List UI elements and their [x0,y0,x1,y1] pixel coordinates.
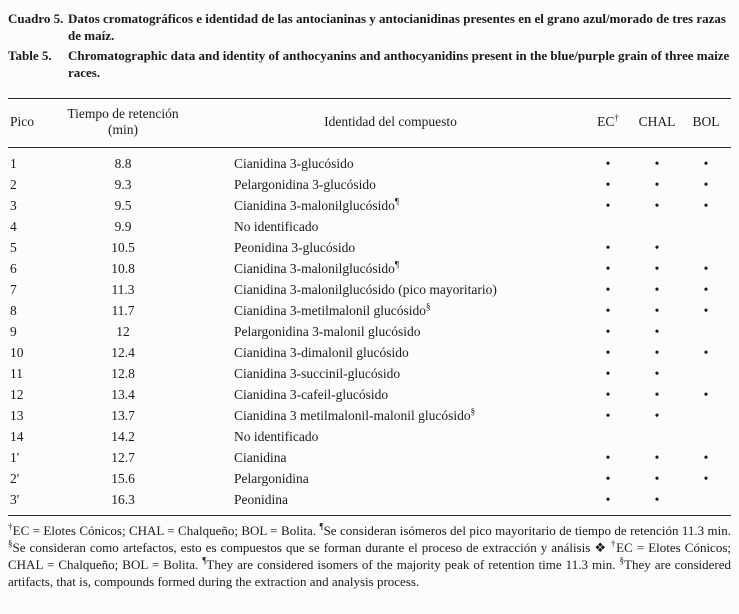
compound-cell [198,468,583,489]
pico-cell: 13 [10,408,24,423]
presence-cell-chal: • [654,177,660,192]
col-header-chal: CHAL [633,99,681,148]
data-table [8,98,731,516]
presence-cell-bol [681,237,731,258]
retention-time-cell: 13.4 [111,387,135,402]
retention-time-cell: 11.3 [111,282,135,297]
presence-cell-chal: • [654,324,660,339]
table-row [8,426,731,447]
presence-cell-ec: • [605,387,611,402]
pico-cell: 12 [10,387,24,402]
compound-name: Cianidina 3-malonilglucósido [234,198,395,213]
compound-cell [198,363,583,384]
compound-cell [198,300,583,321]
presence-cell-chal [633,216,681,237]
pico-cell: 6 [10,261,17,276]
presence-cell-bol: • [703,345,709,360]
pico-cell: 10 [10,345,24,360]
footnote-text: Se consideran isómeros del pico mayoritario de tiempo de retención 11.3 min. [323,523,732,538]
compound-name: Cianidina 3-malonilglucósido [234,261,395,276]
pico-cell: 5 [10,240,17,255]
compound-name: Cianidina 3-metilmalonil glucósido [234,303,426,318]
table-row [8,321,731,342]
col-header-ec-label: EC [597,114,615,129]
col-header-bol: BOL [681,99,731,148]
retention-time-cell: 10.8 [111,261,135,276]
presence-cell-chal: • [654,240,660,255]
table-row [8,447,731,468]
footnote-text: Se consideran como artefactos, esto es compuestos que se forman durante el proceso de extracción y análisis ❖ [12,540,611,555]
pico-cell: 14 [10,429,24,444]
presence-cell-ec: • [605,177,611,192]
presence-cell-bol [681,426,731,447]
presence-cell-ec [583,426,633,447]
table-body [8,148,731,516]
table-row [8,342,731,363]
retention-time-cell: 12 [116,324,130,339]
table-row [8,258,731,279]
table-row [8,148,731,175]
presence-cell-bol: • [703,450,709,465]
retention-time-cell: 9.3 [114,177,132,192]
retention-time-cell: 9.9 [114,219,132,234]
compound-cell [198,447,583,468]
pico-cell: 8 [10,303,17,318]
compound-cell [198,405,583,426]
pico-cell: 2 [10,177,17,192]
retention-time-cell: 12.4 [111,345,135,360]
retention-time-cell: 11.7 [111,303,135,318]
presence-cell-chal: • [654,156,660,171]
retention-time-cell: 9.5 [114,198,132,213]
presence-cell-ec: • [605,198,611,213]
presence-cell-chal: • [654,408,660,423]
dagger-superscript: † [614,112,619,123]
compound-name: Cianidina [234,450,287,465]
footnotes [8,522,731,590]
footnote-marker: † [8,521,13,532]
caption-text-en: Chromatographic data and identity of anthocyanins and anthocyanidins present in the blue/purple grain of three maize races. [68,48,730,80]
presence-cell-chal: • [654,198,660,213]
presence-cell-chal: • [654,261,660,276]
presence-cell-ec: • [605,408,611,423]
table-row [8,405,731,426]
compound-name: Cianidina 3-malonilglucósido (pico mayoritario) [234,282,497,297]
presence-cell-ec: • [605,471,611,486]
presence-cell-chal: • [654,471,660,486]
presence-cell-chal [633,426,681,447]
presence-cell-chal: • [654,366,660,381]
pico-cell: 2' [10,471,20,486]
presence-cell-ec: • [605,261,611,276]
compound-name: Cianidina 3-dimalonil glucósido [234,345,409,360]
presence-cell-ec: • [605,366,611,381]
table-head [8,99,731,148]
table-row [8,489,731,516]
presence-cell-ec: • [605,450,611,465]
retention-time-cell: 8.8 [114,156,132,171]
presence-cell-ec [583,216,633,237]
presence-cell-ec: • [605,303,611,318]
caption-text-es: Datos cromatográficos e identidad de las antocianinas y antocianidinas presentes en el grano azul/morado de tres razas de maíz. [68,11,726,43]
compound-cell [198,216,583,237]
col-header-time [48,99,198,148]
compound-cell [198,342,583,363]
compound-name: Cianidina 3-glucósido [234,156,354,171]
presence-cell-ec: • [605,282,611,297]
footnote-marker: ¶ [202,555,207,566]
compound-superscript: § [425,301,431,312]
retention-time-cell: 13.7 [111,408,135,423]
compound-name: Cianidina 3 metilmalonil-malonil glucósido [234,408,471,423]
table-caption-en [8,47,731,81]
col-header-compound: Identidad del compuesto [198,99,583,148]
presence-cell-chal: • [654,387,660,402]
compound-name: Peonidina 3-glucósido [234,240,356,255]
presence-cell-bol: • [703,303,709,318]
compound-superscript: ¶ [394,259,399,270]
compound-cell [198,279,583,300]
compound-name: Peonidina [234,492,288,507]
compound-name: Pelargonidina 3-malonil glucósido [234,324,421,339]
presence-cell-bol: • [703,282,709,297]
col-header-pico: Pico [8,99,48,148]
compound-cell [198,426,583,447]
caption-label-es: Cuadro 5. [8,11,64,26]
compound-cell [198,195,583,216]
retention-time-cell: 14.2 [111,429,135,444]
presence-cell-bol [681,363,731,384]
compound-cell [198,384,583,405]
pico-cell: 3' [10,492,20,507]
footnote-text: EC = Elotes Cónicos; CHAL = Chalqueño; BOL = Bolita. [12,523,320,538]
col-header-time-line2: (min) [108,122,138,137]
presence-cell-chal: • [654,345,660,360]
table-caption-es [8,10,731,44]
compound-cell [198,148,583,175]
presence-cell-chal: • [654,492,660,507]
compound-name: Pelargonidina [234,471,309,486]
compound-superscript: ¶ [394,196,399,207]
retention-time-cell: 12.7 [111,450,135,465]
pico-cell: 1 [10,156,17,171]
header-row [8,99,731,148]
caption-label-en: Table 5. [8,48,52,63]
compound-superscript: § [470,406,476,417]
footnote-marker: § [8,538,13,549]
footnote-text: They are considered artifacts, that is, compounds formed during the extraction and analysis process. [8,557,731,589]
pico-cell: 4 [10,219,17,234]
retention-time-cell: 15.6 [111,471,135,486]
retention-time-cell: 10.5 [111,240,135,255]
presence-cell-bol: • [703,471,709,486]
footnote-marker: † [610,538,617,549]
presence-cell-ec: • [605,492,611,507]
presence-cell-bol: • [703,156,709,171]
table-row [8,237,731,258]
table-row [8,300,731,321]
compound-cell [198,174,583,195]
compound-name: Cianidina 3-succinil-glucósido [234,366,401,381]
compound-cell [198,489,583,516]
footnote-marker: § [619,555,625,566]
col-header-ec [583,99,633,148]
table-row [8,279,731,300]
presence-cell-chal: • [654,450,660,465]
table-row [8,195,731,216]
pico-cell: 9 [10,324,17,339]
caption-block [8,10,731,81]
col-header-time-line1: Tiempo de retención [67,106,179,121]
presence-cell-chal: • [654,303,660,318]
presence-cell-ec: • [605,156,611,171]
compound-name: No identificado [234,219,319,234]
retention-time-cell: 16.3 [111,492,135,507]
presence-cell-bol: • [703,261,709,276]
compound-name: No identificado [234,429,319,444]
pico-cell: 7 [10,282,17,297]
pico-cell: 11 [10,366,23,381]
presence-cell-bol: • [703,387,709,402]
footnote-text: EC = Elotes Cónicos; CHAL = Chalqueño; BOL = Bolita. [8,540,731,572]
presence-cell-bol [681,216,731,237]
retention-time-cell: 12.8 [111,366,135,381]
presence-cell-ec: • [605,240,611,255]
presence-cell-ec: • [605,324,611,339]
compound-cell [198,321,583,342]
presence-cell-ec: • [605,345,611,360]
presence-cell-bol [681,489,731,516]
table-row [8,174,731,195]
table-row [8,468,731,489]
pico-cell: 1' [10,450,20,465]
presence-cell-bol: • [703,177,709,192]
table-row [8,363,731,384]
table-row [8,384,731,405]
compound-name: Pelargonidina 3-glucósido [234,177,376,192]
footnote-text: They are considered isomers of the majority peak of retention time 11.3 min. [206,557,620,572]
presence-cell-bol: • [703,198,709,213]
compound-cell [198,258,583,279]
pico-cell: 3 [10,198,17,213]
table-row [8,216,731,237]
presence-cell-chal: • [654,282,660,297]
presence-cell-bol [681,321,731,342]
compound-name: Cianidina 3-cafeil-glucósido [234,387,389,402]
footnote-marker: ¶ [319,521,324,532]
presence-cell-bol [681,405,731,426]
compound-cell [198,237,583,258]
